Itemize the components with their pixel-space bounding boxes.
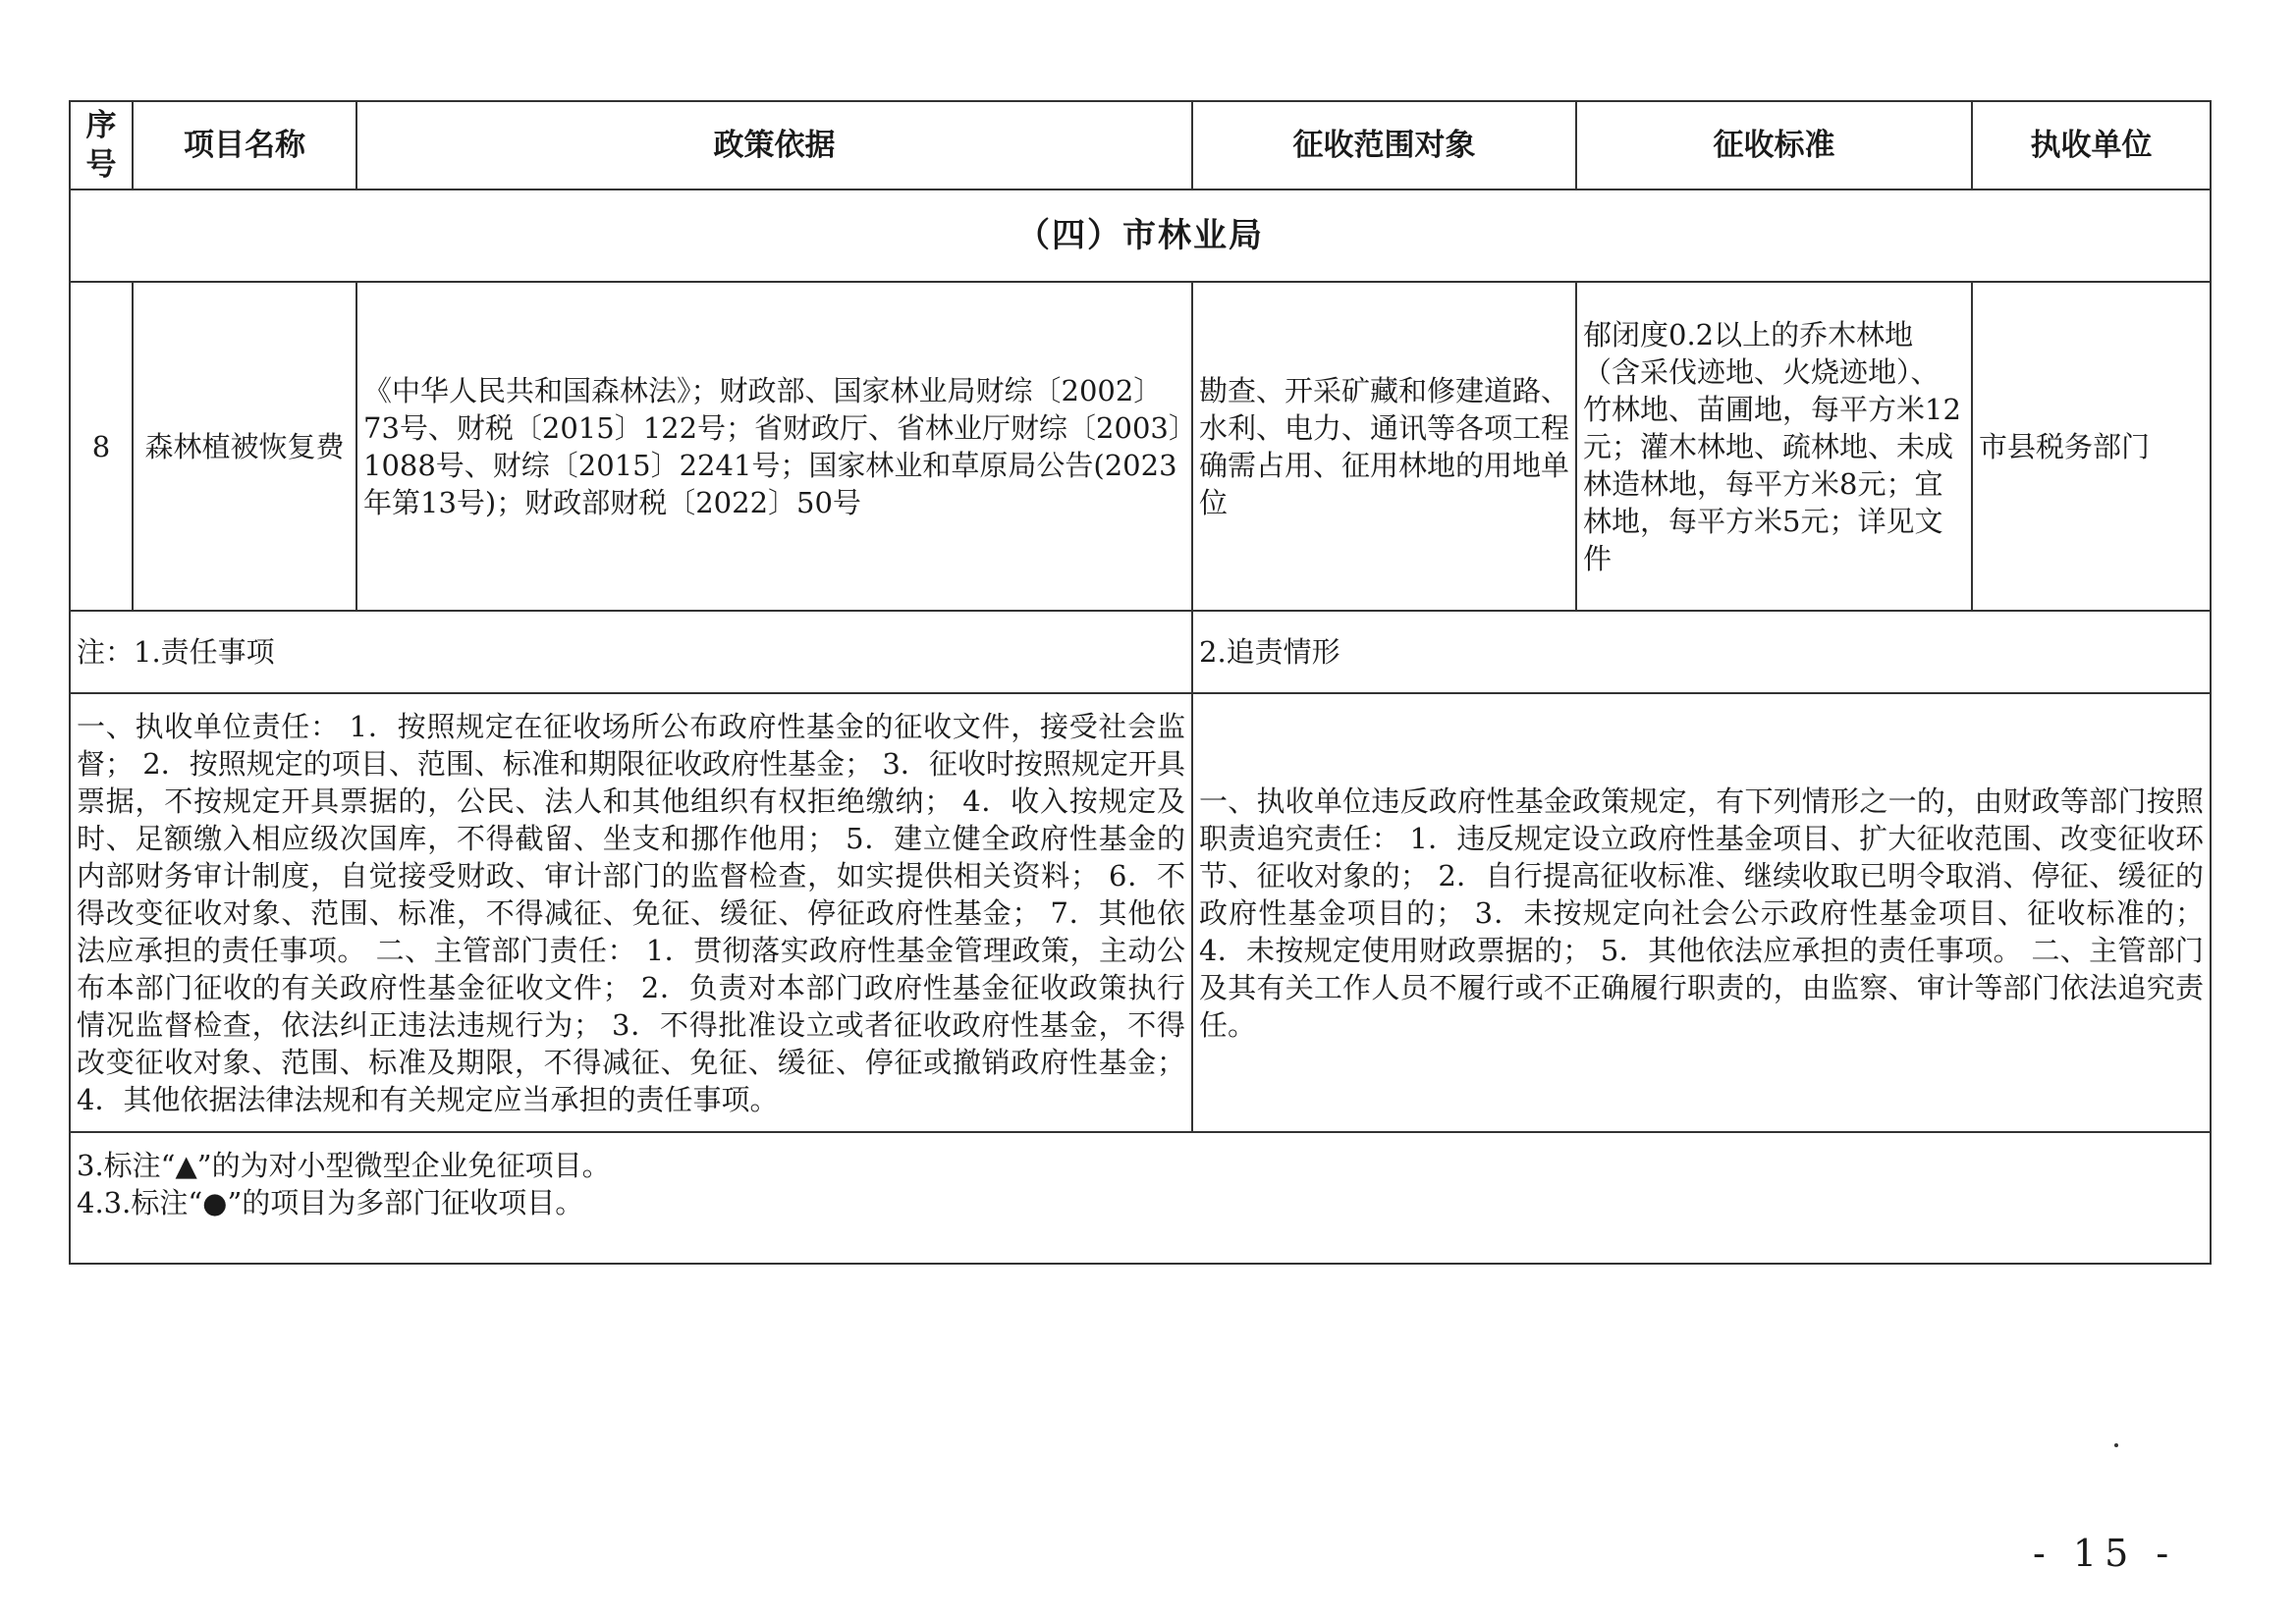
header-basis: 政策依据 xyxy=(356,101,1192,189)
row-basis: 《中华人民共和国森林法》；财政部、国家林业局财综〔2002〕73号、财税〔2015〕122号；省财政厅、省林业厅财综〔2003〕1088号、财综〔2015〕2241号；国家林业和草原局公告(2023年第13号)；财政部财税〔2022〕50号 xyxy=(356,282,1192,611)
header-unit: 执收单位 xyxy=(1972,101,2211,189)
table-header-row xyxy=(70,101,2211,189)
header-seq: 序号 xyxy=(70,101,133,189)
notes-title-row xyxy=(70,611,2211,693)
section-row xyxy=(70,189,2211,282)
note-line-3: 3.标注“▲”的为对小型微型企业免征项目。 xyxy=(77,1149,611,1182)
row-scope: 勘查、开采矿藏和修建道路、水利、电力、通讯等各项工程确需占用、征用林地的用地单位 xyxy=(1192,282,1576,611)
notes-tail xyxy=(70,1132,2211,1264)
header-scope: 征收范围对象 xyxy=(1192,101,1576,189)
note-line-4: 4.3.标注“●”的项目为多部门征收项目。 xyxy=(77,1186,584,1219)
notes-body-row xyxy=(70,693,2211,1132)
notes-right-title: 2.追责情形 xyxy=(1192,611,2211,693)
section-title: （四）市林业局 xyxy=(70,189,2211,282)
notes-right-body: 一、执收单位违反政府性基金政策规定，有下列情形之一的，由财政等部门按照职责追究责任： 1．违反规定设立政府性基金项目、扩大征收范围、改变征收环节、征收对象的； 2．自行提高征收标准、继续收取已明令取消、停征、缓征的政府性基金项目的； 3．未按规定向社会公示政府性基金项目、征收标准的； 4．未按规定使用财政票据的； 5．其他依法应承担的责任事项。 二、主管部门及其有关工作人员不履行或不正确履行职责的，由监察、审计等部门依法追究责任。 xyxy=(1192,693,2211,1132)
row-seq: 8 xyxy=(70,282,133,611)
notes-left-body: 一、执收单位责任： 1．按照规定在征收场所公布政府性基金的征收文件，接受社会监督； 2．按照规定的项目、范围、标准和期限征收政府性基金； 3．征收时按照规定开具票据，不按规定开具票据的，公民、法人和其他组织有权拒绝缴纳； 4．收入按规定及时、足额缴入相应级次国库，不得截留、坐支和挪作他用； 5．建立健全政府性基金的内部财务审计制度，自觉接受财政、审计部门的监督检查，如实提供相关资料； 6．不得改变征收对象、范围、标准，不得减征、免征、缓征、停征政府性基金； 7．其他依法应承担的责任事项。 二、主管部门责任： 1．贯彻落实政府性基金管理政策，主动公布本部门征收的有关政府性基金征收文件； 2．负责对本部门政府性基金征收政策执行情况监督检查，依法纠正违法违规行为； 3．不得批准设立或者征收政府性基金，不得改变征收对象、范围、标准及期限，不得减征、免征、缓征、停征或撤销政府性基金； 4．其他依据法律法规和有关规定应当承担的责任事项。 xyxy=(70,693,1192,1132)
notes-tail-row xyxy=(70,1132,2211,1264)
row-name: 森林植被恢复费 xyxy=(133,282,356,611)
table-row xyxy=(70,282,2211,611)
header-name: 项目名称 xyxy=(133,101,356,189)
notes-left-title: 注：1.责任事项 xyxy=(70,611,1192,693)
fund-table xyxy=(69,100,2212,1265)
page-number: - 15 - xyxy=(2033,1532,2177,1575)
header-standard: 征收标准 xyxy=(1576,101,1972,189)
stray-dot xyxy=(2114,1443,2118,1447)
row-standard: 郁闭度0.2以上的乔木林地（含采伐迹地、火烧迹地）、竹林地、苗圃地，每平方米12元；灌木林地、疏林地、未成林造林地，每平方米8元；宜林地，每平方米5元；详见文件 xyxy=(1576,282,1972,611)
row-unit: 市县税务部门 xyxy=(1972,282,2211,611)
